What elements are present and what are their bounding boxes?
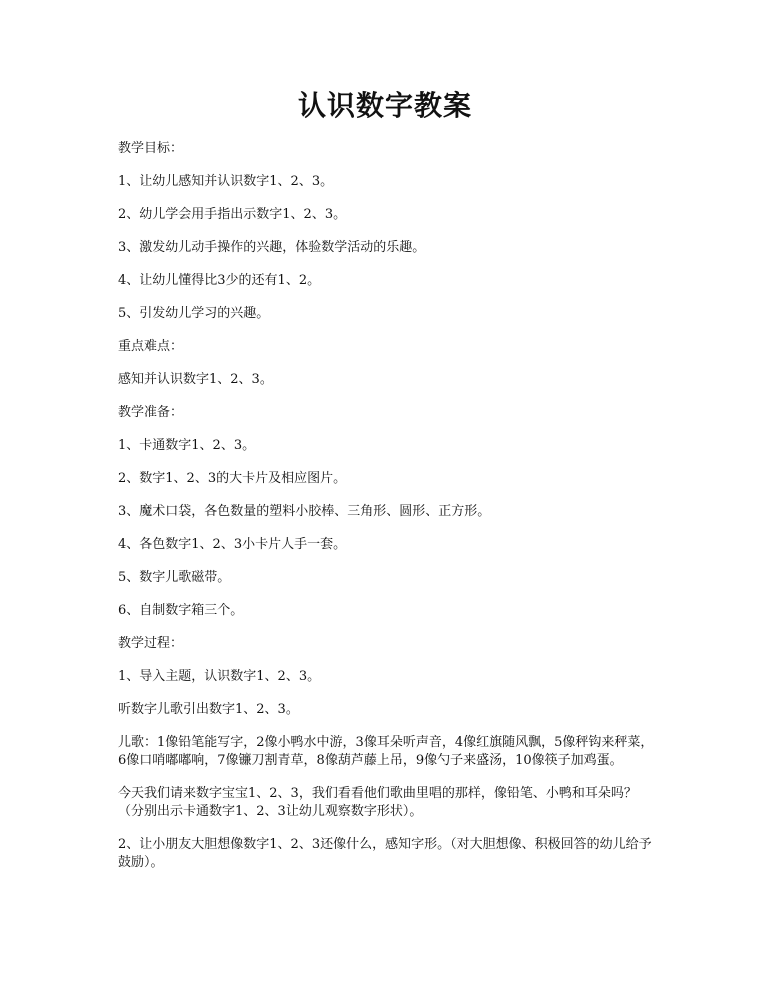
preparation-item: 1、卡通数字1、2、3。 (118, 438, 256, 453)
section-heading-preparation: 教学准备： (118, 405, 184, 420)
objective-item: 1、让幼儿感知并认识数字1、2、3。 (118, 174, 334, 189)
objective-item: 5、引发幼儿学习的兴趣。 (118, 306, 270, 321)
section-heading-objectives: 教学目标： (118, 141, 184, 156)
nursery-rhyme-paragraph: 儿歌：1像铅笔能写字，2像小鸭水中游，3像耳朵听声音，4像红旗随风飘，5像秤钩来秤菜，6像口哨嘟嘟响，7像镰刀割青草，8像葫芦藤上吊，9像勺子来盛汤，10像筷子加鸡蛋。 (118, 735, 654, 768)
objective-item: 2、幼儿学会用手指出示数字1、2、3。 (118, 207, 347, 222)
preparation-item: 3、魔术口袋，各色数量的塑料小胶棒、三角形、圆形、正方形。 (118, 504, 491, 519)
section-heading-process: 教学过程： (118, 636, 184, 651)
objective-item: 3、激发幼儿动手操作的兴趣，体验数学活动的乐趣。 (118, 240, 426, 255)
section-heading-key-points: 重点难点： (118, 339, 184, 354)
process-paragraph: 听数字儿歌引出数字1、2、3。 (118, 702, 299, 717)
preparation-item: 4、各色数字1、2、3小卡片人手一套。 (118, 537, 347, 552)
document-title: 认识数字教案 (297, 89, 472, 122)
objective-item: 4、让幼儿懂得比3少的还有1、2。 (118, 273, 321, 288)
process-paragraph: 今天我们请来数字宝宝1、2、3，我们看看他们歌曲里唱的那样，像铅笔、小鸭和耳朵吗？（分别出示卡通数字1、2、3让幼儿观察数字形状）。 (118, 786, 637, 819)
process-step: 1、导入主题，认识数字1、2、3。 (118, 669, 321, 684)
preparation-item: 5、数字儿歌磁带。 (118, 570, 231, 585)
document-body (118, 140, 658, 887)
preparation-item: 2、数字1、2、3的大卡片及相应图片。 (118, 471, 347, 486)
preparation-item: 6、自制数字箱三个。 (118, 603, 244, 618)
key-point-item: 感知并认识数字1、2、3。 (118, 372, 273, 387)
process-step: 2、让小朋友大胆想像数字1、2、3还像什么，感知字形。（对大胆想像、积极回答的幼儿给予鼓励）。 (118, 837, 652, 870)
